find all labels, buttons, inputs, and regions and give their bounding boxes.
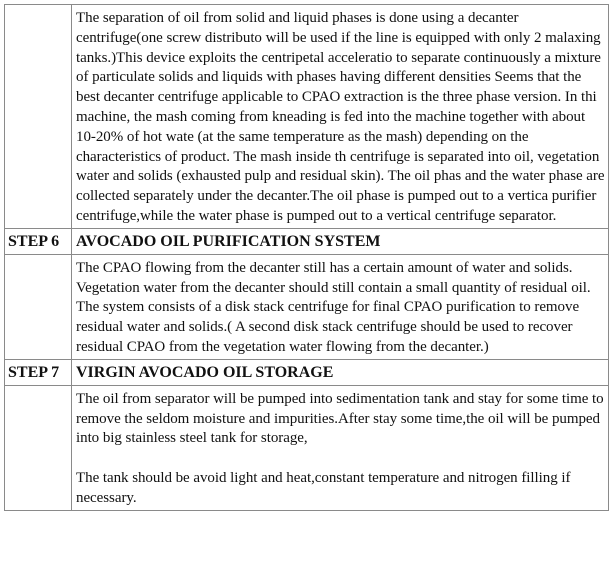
storage-paragraph: The oil from separator will be pumped into sedimentation tank and stay for some time to remove the seldom moisture and impurities.After stay some time,the oil will be pumped into big stainless steel tank for storage, The tank should be avoid light and heat,constant temperature and nitrogen filling if necessary. [76, 390, 604, 506]
row-label-cell [5, 5, 72, 229]
row-label [5, 255, 71, 257]
document-table [4, 4, 609, 511]
content-cell [72, 254, 609, 359]
purification-paragraph: The CPAO flowing from the decanter still has a certain amount of water and solids. Vegetation water from the decanter should still contain a small quantity of residual oil. The system consists of a disk stack centrifuge for final CPAO purification to remove residual water and solids.( A second disk stack centrifuge should be used to recover residual CPAO from the vegetation water flowing from the decanter.) [76, 259, 591, 355]
content-cell [72, 385, 609, 510]
row-label-cell [5, 254, 72, 359]
table-row-step-7 [5, 359, 609, 385]
step-7-label: STEP 7 [8, 363, 60, 381]
step-7-heading: VIRGIN AVOCADO OIL STORAGE [76, 363, 334, 381]
step-heading-cell [72, 228, 609, 254]
row-label [5, 386, 71, 388]
row-label [5, 5, 71, 7]
step-label-cell [5, 228, 72, 254]
step-label-cell [5, 359, 72, 385]
table-row-decanter-text [5, 5, 609, 229]
step-6-heading: AVOCADO OIL PURIFICATION SYSTEM [76, 232, 381, 250]
row-label-cell [5, 385, 72, 510]
table-row-storage-text [5, 385, 609, 510]
table-row-step-6 [5, 228, 609, 254]
content-cell [72, 5, 609, 229]
table-row-purification-text [5, 254, 609, 359]
step-6-label: STEP 6 [8, 232, 60, 250]
step-heading-cell [72, 359, 609, 385]
decanter-paragraph: The separation of oil from solid and liquid phases is done using a decanter centrifuge(one screw distributo will be used if the line is equipped with only 2 malaxing tanks.)This device exploits the centripetal acceleratio to separate continuously a mixture of particulate solids and liquids with phases having different densities Seems that the best decanter centrifuge applicable to CPAO extraction is the three phase version. In thi machine, the mash coming from kneading is fed into the machine together with about 10-20% of hot wate (at the same temperature as the mash) depending on the characteristics of product. The mash inside th centrifuge is separated into oil, vegetation water and solids (exhausted pulp and residual skin). The oil phas and the water phase are collected separately under the decanter.The oil phase is pumped out to a vertica purifier centrifuge,while the water phase is pumped out to a vertical centrifuge separator. [76, 10, 605, 224]
